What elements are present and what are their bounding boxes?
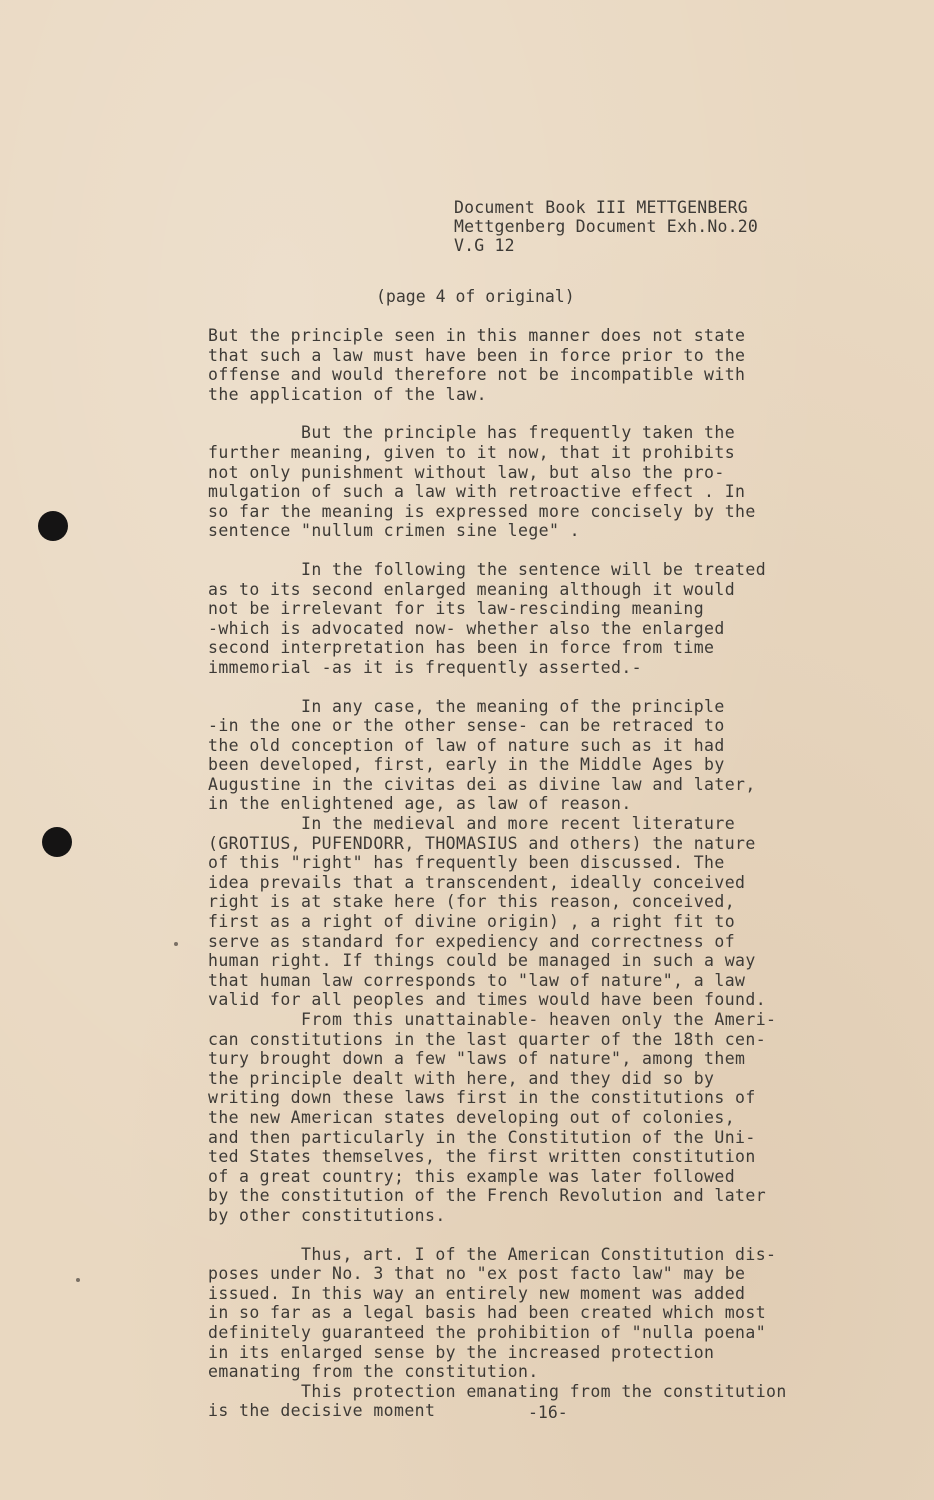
header-line: Document Book III METTGENBERG xyxy=(454,198,748,217)
text-line: right is at stake here (for this reason, conceived, xyxy=(208,892,736,912)
text-line: human right. If things could be managed in such a way xyxy=(208,951,756,971)
text-line: immemorial -as it is frequently asserted.- xyxy=(208,657,643,677)
text-line: In the following the sentence will be treated xyxy=(208,559,767,579)
document-header xyxy=(454,198,758,255)
text-line: that human law corresponds to "law of nature", a law xyxy=(208,970,746,990)
paper-speck xyxy=(174,942,178,946)
text-line: and then particularly in the Constitution of the Uni- xyxy=(208,1127,756,1147)
text-line: of a great country; this example was later followed xyxy=(208,1166,736,1186)
text-line: emanating from the constitution. xyxy=(208,1362,539,1382)
document-body xyxy=(208,326,888,1421)
text-line: so far the meaning is expressed more concisely by the xyxy=(208,501,756,521)
text-line: But the principle seen in this manner does not state xyxy=(208,326,746,345)
text-line: further meaning, given to it now, that it prohibits xyxy=(208,442,736,462)
text-line: idea prevails that a transcendent, ideally conceived xyxy=(208,872,746,892)
text-line: -in the one or the other sense- can be retraced to xyxy=(208,716,725,736)
text-line: the old conception of law of nature such as it had xyxy=(208,735,725,755)
text-line: This protection emanating from the constitution xyxy=(208,1381,787,1401)
text-line: the principle dealt with here, and they did so by xyxy=(208,1068,715,1088)
text-line: In the medieval and more recent literature xyxy=(208,814,736,834)
text-line: valid for all peoples and times would have been found. xyxy=(208,990,767,1010)
paper-speck xyxy=(76,1278,80,1282)
punch-hole-bottom xyxy=(42,827,72,857)
text-line: the new American states developing out of colonies, xyxy=(208,1107,736,1127)
paragraph xyxy=(208,326,888,404)
text-line: not only punishment without law, but also the pro- xyxy=(208,462,725,482)
text-line: mulgation of such a law with retroactive effect . In xyxy=(208,482,746,502)
text-line: the application of the law. xyxy=(208,384,488,404)
text-line: not be irrelevant for its law-rescinding meaning xyxy=(208,599,705,619)
paragraph xyxy=(208,560,888,678)
text-line: can constitutions in the last quarter of the 18th cen- xyxy=(208,1029,767,1049)
text-line: that such a law must have been in force prior to the xyxy=(208,345,746,365)
text-line: definitely guaranteed the prohibition of "nulla poena" xyxy=(208,1322,767,1342)
paragraph xyxy=(208,697,888,1226)
text-line: by the constitution of the French Revolution and later xyxy=(208,1186,767,1206)
original-page-reference: (page 4 of original) xyxy=(376,287,575,306)
text-line: in its enlarged sense by the increased protection xyxy=(208,1342,715,1362)
header-line: Mettgenberg Document Exh.No.20 xyxy=(454,217,759,236)
text-line: In any case, the meaning of the principle xyxy=(208,696,725,716)
text-line: But the principle has frequently taken the xyxy=(208,423,736,443)
text-line: offense and would therefore not be incompatible with xyxy=(208,365,746,385)
text-line: issued. In this way an entirely new moment was added xyxy=(208,1283,746,1303)
text-line: ted States themselves, the first written constitution xyxy=(208,1147,756,1167)
text-line: second interpretation has been in force from time xyxy=(208,638,715,658)
text-line: in so far as a legal basis had been created which most xyxy=(208,1303,767,1323)
text-line: sentence "nullum crimen sine lege" . xyxy=(208,521,581,541)
text-line: tury brought down a few "laws of nature", among them xyxy=(208,1049,746,1069)
paragraph-gap xyxy=(208,1226,888,1245)
text-line: is the decisive moment xyxy=(208,1401,436,1421)
text-line: Thus, art. I of the American Constitution dis- xyxy=(208,1244,777,1264)
paragraph-gap xyxy=(208,404,888,423)
text-line: Augustine in the civitas dei as divine law and later, xyxy=(208,774,756,794)
paragraph-gap xyxy=(208,678,888,697)
text-line: by other constitutions. xyxy=(208,1205,446,1225)
text-line: writing down these laws first in the constitutions of xyxy=(208,1088,756,1108)
text-line: -which is advocated now- whether also the enlarged xyxy=(208,618,725,638)
text-line: of this "right" has frequently been discussed. The xyxy=(208,853,725,873)
text-line: been developed, first, early in the Middle Ages by xyxy=(208,755,725,775)
text-line: poses under No. 3 that no "ex post facto law" may be xyxy=(208,1264,746,1284)
paragraph xyxy=(208,1245,888,1421)
punch-hole-top xyxy=(38,511,68,541)
page-number: -16- xyxy=(528,1403,568,1422)
text-line: as to its second enlarged meaning although it would xyxy=(208,579,736,599)
text-line: (GROTIUS, PUFENDORR, THOMASIUS and others) the nature xyxy=(208,833,756,853)
text-line: in the enlightened age, as law of reason. xyxy=(208,794,632,814)
text-line: From this unattainable- heaven only the Ameri- xyxy=(208,1010,777,1029)
paragraph-gap xyxy=(208,541,888,560)
text-line: first as a right of divine origin) , a right fit to xyxy=(208,912,736,932)
text-line: serve as standard for expediency and correctness of xyxy=(208,931,736,951)
header-line: V.G 12 xyxy=(454,236,515,255)
paragraph xyxy=(208,423,888,541)
